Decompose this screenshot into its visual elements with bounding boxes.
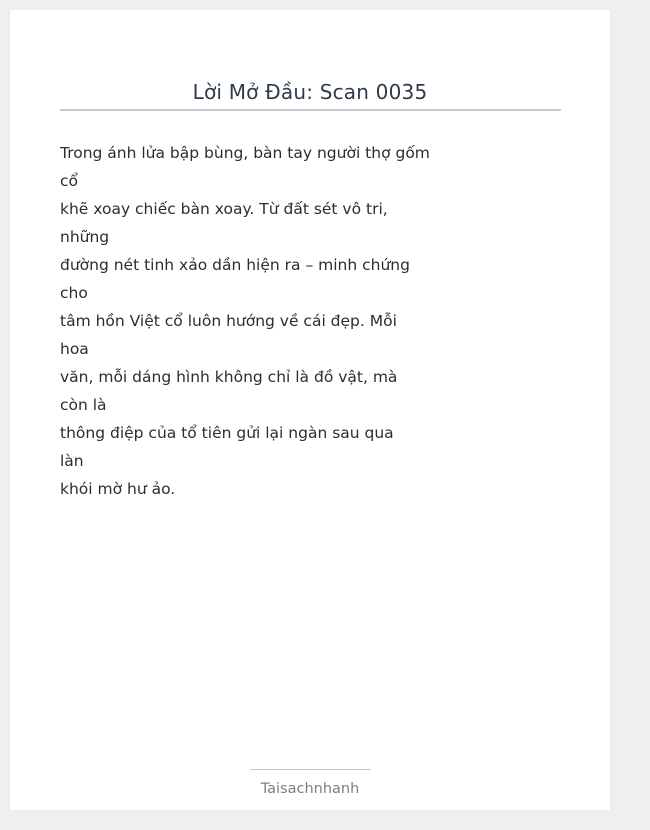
body-line: những [60,228,110,246]
body-line: tâm hồn Việt cổ luôn hướng về cái đẹp. Mỗi [60,312,397,330]
body-line: thông điệp của tổ tiên gửi lại ngàn sau qua [60,424,394,442]
body-line: cho [60,284,88,302]
footer-divider [250,769,371,770]
body-text [60,139,440,503]
body-line: Trong ánh lửa bập bùng, bàn tay người thợ gốm [60,144,430,162]
footer-brand: Taisachnhanh [260,781,360,797]
body-line: khói mờ hư ảo. [60,480,176,498]
body-line: cổ [60,172,79,190]
body-line: văn, mỗi dáng hình không chỉ là đồ vật, mà [60,368,398,386]
body-line: đường nét tinh xảo dần hiện ra – minh chứng [60,256,410,274]
body-line: làn [60,452,84,470]
body-line: hoa [60,340,89,358]
body-line: còn là [60,396,107,414]
page-title: Lời Mở Đầu: Scan 0035 [192,80,428,104]
body-line: khẽ xoay chiếc bàn xoay. Từ đất sét vô tri, [60,200,388,218]
title-divider [60,109,561,111]
document-page [10,10,610,810]
